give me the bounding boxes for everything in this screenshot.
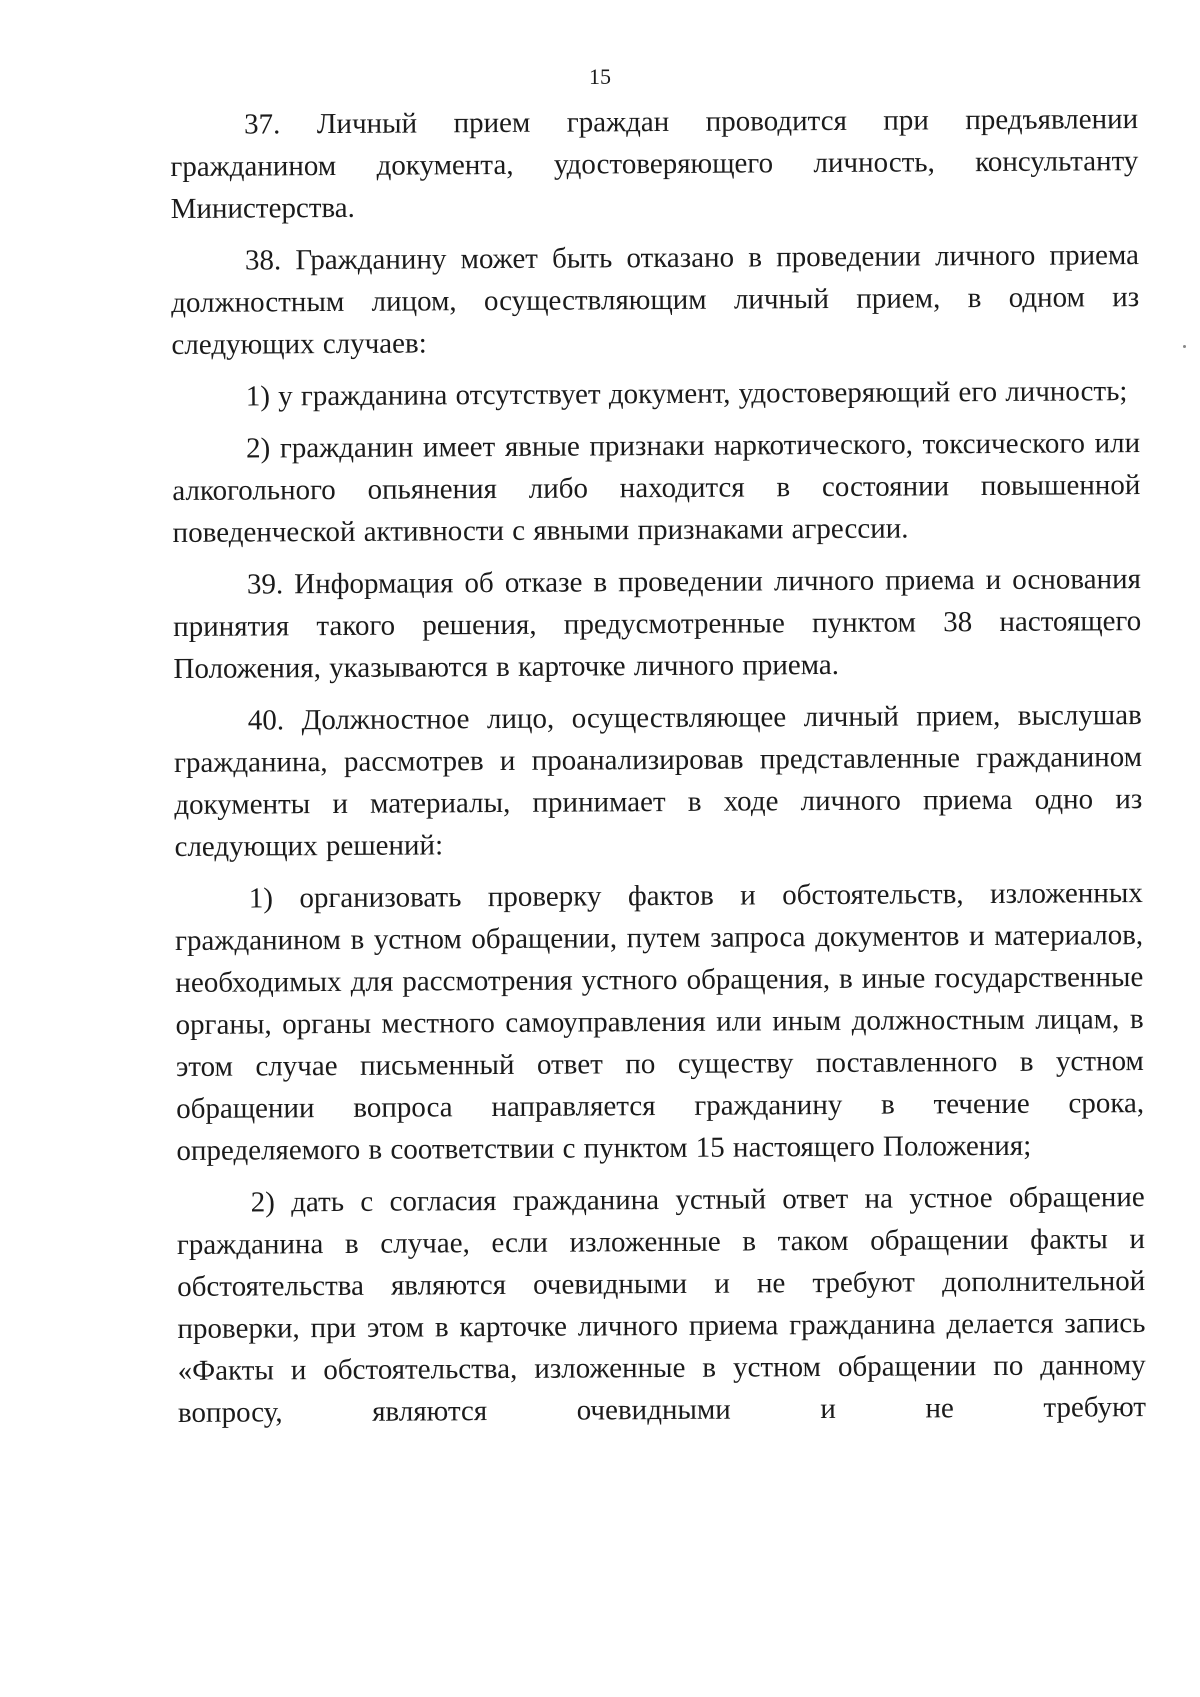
paragraph-38-item-1: 1) у гражданина отсутствует документ, удостоверяющий его личность;: [245, 375, 1128, 413]
paragraph-37: 37. Личный прием граждан проводится при предъявлении гражданином документа, удостоверяющего личность, консультанту Министерства.: [170, 103, 1139, 225]
paragraph-39: 39. Информация об отказе в проведении личного приема и основания принятия такого решения, предусмотренные пунктом 38 настоящего Положения, указываются в карточке личного приема.: [173, 563, 1142, 685]
paragraph-40-item-2: 2) дать с согласия гражданина устный ответ на устное обращение гражданина в случае, если изложенные в таком обращении факты и обстоятельства являются очевидными и не требуют дополнительной проверки, при этом в карточке личного приема гражданина делается запись «Факты и обстоятельства, изложенные в устном обращении по данному вопросу, являются очевидными и не требуют: [176, 1181, 1147, 1429]
scan-speck: [1183, 345, 1186, 348]
page-number: 15: [589, 64, 611, 89]
paragraph-38-item-2: 2) гражданин имеет явные признаки наркотического, токсического или алкогольного опьянения либо находится в состоянии повышенной поведенческой активности с явными признаками агрессии.: [172, 427, 1141, 549]
paragraph-38: 38. Гражданину может быть отказано в проведении личного приема должностным лицом, осуществляющим личный прием, в одном из следующих случаев:: [171, 239, 1140, 361]
paragraph-40: 40. Должностное лицо, осуществляющее личный прием, выслушав гражданина, рассмотрев и проанализировав представленные гражданином документы и материалы, принимает в ходе личного приема одно из следующих решений:: [173, 699, 1143, 863]
document-body: [170, 98, 1146, 1444]
paragraph-40-item-1: 1) организовать проверку фактов и обстоятельств, изложенных гражданином в устном обращении, путем запроса документов и материалов, необходимых для рассмотрения устного обращения, в иные государственные органы, органы местного самоуправления или иным должностным лицам, в этом случае письменный ответ по существу поставленного в устном обращении вопроса направляется гражданину в течение срока, определяемого в соответствии с пунктом 15 настоящего Положения;: [175, 877, 1145, 1167]
